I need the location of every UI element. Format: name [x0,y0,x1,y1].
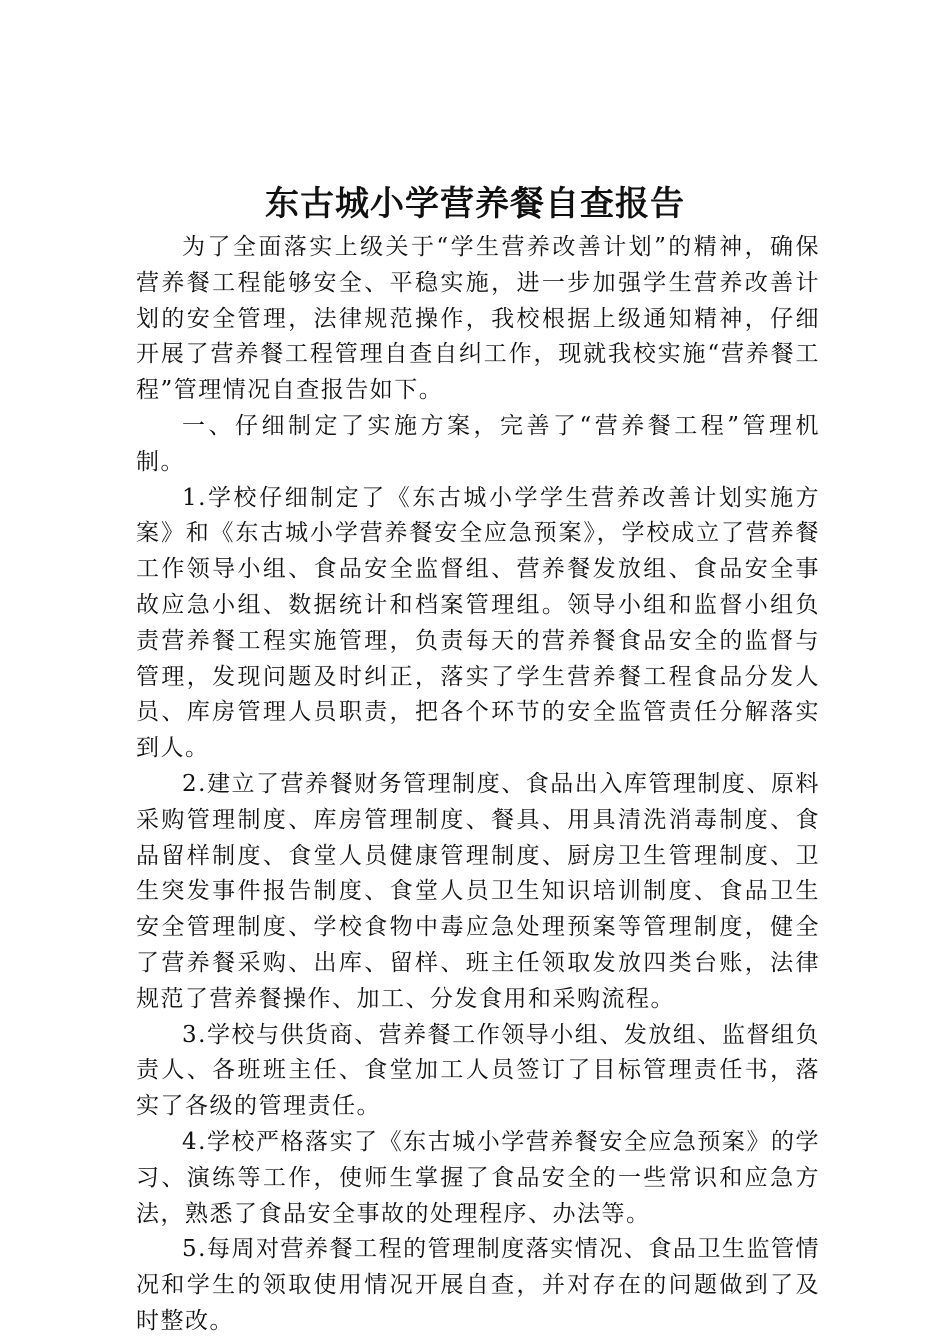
paragraph-item-1: 1.学校仔细制定了《东古城小学学生营养改善计划实施方案》和《东古城小学营养餐安全应急预案》，学校成立了营养餐工作领导小组、食品安全监督组、营养餐发放组、食品安全事故应急小组、数据统计和档案管理组。领导小组和监督小组负责营养餐工程实施管理，负责每天的营养餐食品安全的监督与管理，发现问题及时纠正，落实了学生营养餐工程食品分发人员、库房管理人员职责，把各个环节的安全监管责任分解落实到人。 [136,484,820,762]
paragraph-intro: 为了全面落实上级关于“学生营养改善计划”的精神，确保营养餐工程能够安全、平稳实施，进一步加强学生营养改善计划的安全管理，法律规范操作，我校根据上级通知精神，仔细开展了营养餐工程管理自查自纠工作，现就我校实施“营养餐工程”管理情况自查报告如下。 [136,234,820,404]
document-title: 东古城小学营养餐自查报告 [265,184,685,224]
paragraph-item-2: 2.建立了营养餐财务管理制度、食品出入库管理制度、原料采购管理制度、库房管理制度、餐具、用具清洗消毒制度、食品留样制度、食堂人员健康管理制度、厨房卫生管理制度、卫生突发事件报告制度、食堂人员卫生知识培训制度、食品卫生安全管理制度、学校食物中毒应急处理预案等管理制度，健全了营养餐采购、出库、留样、班主任领取发放四类台账，法律规范了营养餐操作、加工、分发食用和采购流程。 [136,770,820,1012]
document-body [136,230,820,1340]
section-heading-1: 一、仔细制定了实施方案，完善了“营养餐工程”管理机制。 [136,412,820,475]
paragraph-item-4: 4.学校严格落实了《东古城小学营养餐安全应急预案》的学习、演练等工作，使师生掌握了食品安全的一些常识和应急方法，熟悉了食品安全事故的处理程序、办法等。 [136,1128,820,1227]
paragraph-item-5: 5.每周对营养餐工程的管理制度落实情况、食品卫生监管情况和学生的领取使用情况开展自查，并对存在的问题做到了及时整改。 [136,1236,820,1334]
paragraph-item-3: 3.学校与供货商、营养餐工作领导小组、发放组、监督组负责人、各班班主任、食堂加工人员签订了目标管理责任书，落实了各级的管理责任。 [136,1021,820,1120]
